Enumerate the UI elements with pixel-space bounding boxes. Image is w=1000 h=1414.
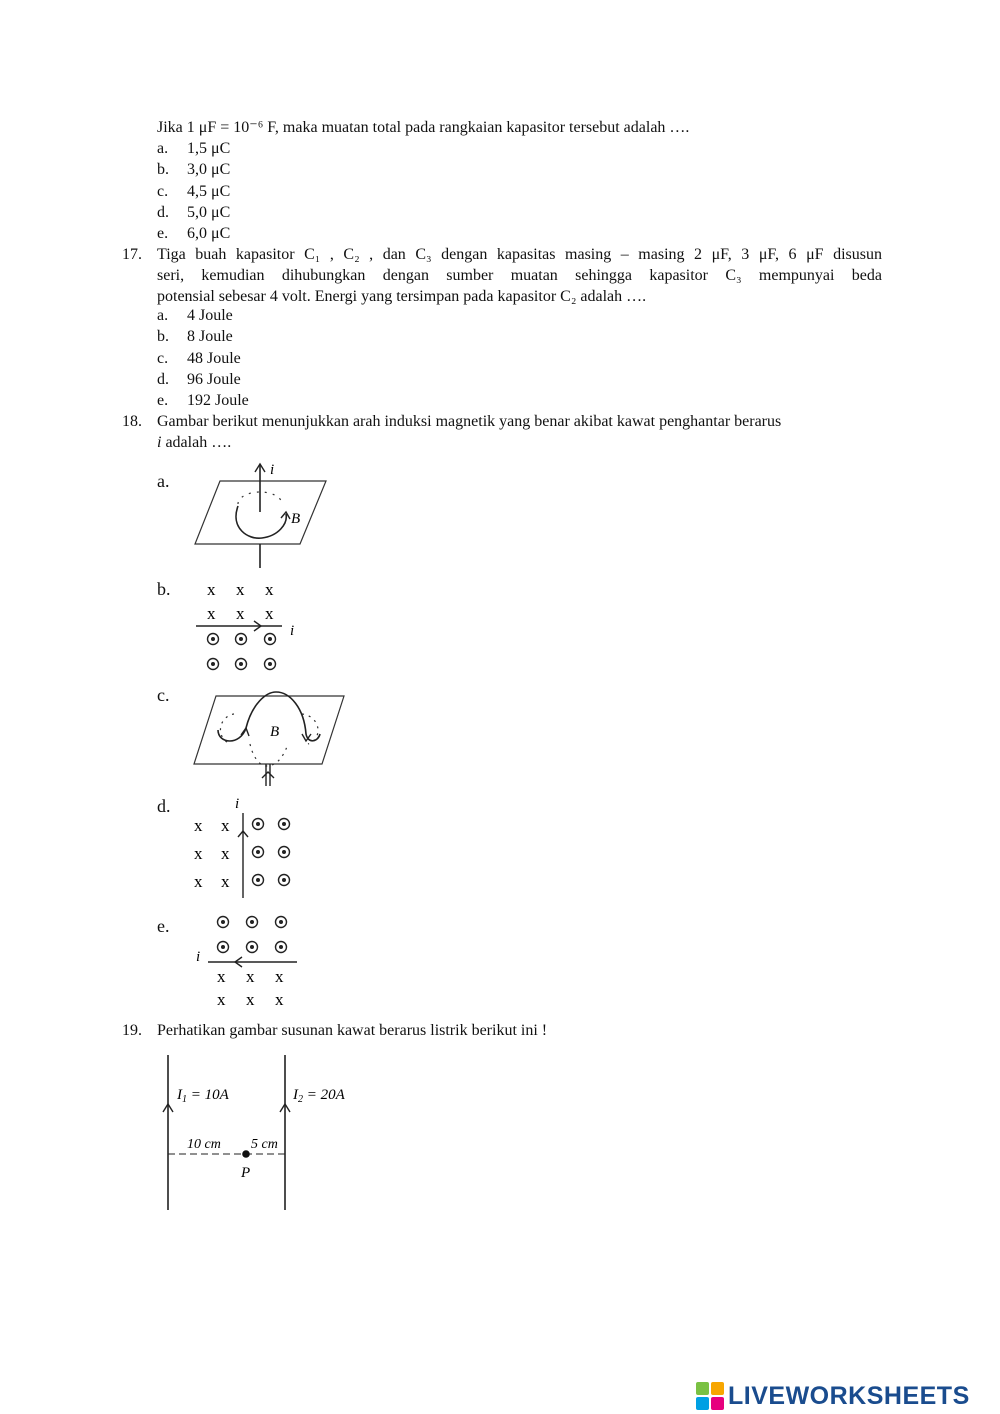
field-loop-dotted [250, 744, 288, 766]
q18-current-symbol: i [157, 434, 162, 451]
current-label: i [196, 949, 201, 965]
q18-figure-d [190, 795, 310, 900]
current-label: i [270, 462, 275, 478]
current-label: i [290, 623, 295, 639]
cross-symbol: x [194, 816, 203, 835]
cross-symbol: x [246, 967, 255, 986]
q18-option-e-label[interactable]: e. [157, 916, 170, 936]
field-loop-solid [218, 692, 320, 741]
q18-stem-rest: adalah …. [161, 434, 232, 451]
cross-symbol: x [275, 967, 284, 986]
q17-option-text[interactable]: 192 Joule [187, 392, 249, 410]
cross-symbol: x [194, 872, 203, 891]
q18-figure-a [190, 456, 335, 571]
q16-option-letter[interactable]: d. [157, 203, 169, 221]
q18-stem-line1: Gambar berikut menunjukkan arah induksi magnetik yang benar akibat kawat penghantar berarus [157, 413, 782, 430]
point-p-label: P [241, 1165, 251, 1181]
cross-symbol: x [275, 990, 284, 1008]
q16-option-letter[interactable]: b. [157, 161, 169, 179]
q16-option-text[interactable]: 1,5 μC [187, 140, 231, 157]
current-label: i [235, 796, 240, 812]
q18-option-c-label[interactable]: c. [157, 685, 170, 705]
i1-value: = 10A [187, 1087, 229, 1103]
q17-option-letter[interactable]: d. [157, 370, 169, 388]
q18-option-a-label[interactable]: a. [157, 471, 170, 491]
i2-subscript: 2 [298, 1094, 303, 1105]
cross-symbols [194, 816, 230, 891]
cross-symbols [217, 967, 284, 1008]
q19-figure [150, 1050, 380, 1215]
cross-symbol: x [207, 580, 216, 599]
q18-number: 18. [122, 413, 142, 430]
q16-option-letter[interactable]: a. [157, 140, 169, 157]
distance-10cm-label: 10 cm [187, 1137, 221, 1152]
q18-figure-c [190, 686, 350, 792]
current-arrow-icon [262, 772, 274, 778]
q17-option-letter[interactable]: c. [157, 349, 169, 367]
i2-value: = 20A [303, 1087, 345, 1103]
field-label: B [291, 511, 301, 527]
q17-stem-line1: Tiga buah kapasitor C₁ , C₂ , dan C₃ dengan kapasitas masing – masing 2 μF, 3 μF, 6 μF disusun [157, 246, 882, 263]
q18-figure-e [190, 908, 310, 1008]
q17-option-letter[interactable]: e. [157, 392, 169, 410]
q17-option-text[interactable]: 4 Joule [187, 307, 233, 324]
cross-symbol: x [221, 816, 230, 835]
cross-symbol: x [221, 844, 230, 863]
cross-symbol: x [207, 604, 216, 623]
i2-symbol: I [293, 1087, 298, 1103]
q19-number: 19. [122, 1022, 142, 1039]
q17-option-text[interactable]: 8 Joule [187, 328, 233, 346]
i1-subscript: 1 [182, 1094, 187, 1105]
q19-stem: Perhatikan gambar susunan kawat berarus listrik berikut ini ! [157, 1022, 548, 1039]
q16-option-letter[interactable]: e. [157, 225, 169, 243]
cross-symbol: x [246, 990, 255, 1008]
q18-figure-b [190, 575, 310, 675]
cross-symbol: x [221, 872, 230, 891]
point-p-dot [242, 1150, 250, 1158]
cross-symbol: x [236, 580, 245, 599]
q17-number: 17. [122, 246, 142, 263]
q18-option-d-label[interactable]: d. [157, 796, 171, 816]
q17-option-text[interactable]: 96 Joule [187, 370, 241, 388]
cross-symbol: x [265, 604, 274, 623]
q17-stem-line3: potensial sebesar 4 volt. Energi yang tersimpan pada kapasitor C₂ adalah …. [157, 288, 647, 305]
cross-symbol: x [217, 990, 226, 1008]
q17-option-letter[interactable]: a. [157, 307, 169, 324]
q17-stem-line2: seri, kemudian dihubungkan dengan sumber muatan sehingga kapasitor C₃ mempunyai beda [157, 267, 882, 284]
cross-symbol: x [217, 967, 226, 986]
q18-option-b-label[interactable]: b. [157, 579, 171, 599]
q16-option-letter[interactable]: c. [157, 182, 169, 200]
i1-label [176, 1087, 230, 1105]
distance-5cm-label: 5 cm [251, 1137, 278, 1152]
q17-option-text[interactable]: 48 Joule [187, 349, 241, 367]
i2-label [292, 1087, 346, 1105]
q16-option-text[interactable]: 5,0 μC [187, 203, 231, 221]
i1-symbol: I [177, 1087, 182, 1103]
liveworksheets-logo-icon [696, 1382, 724, 1410]
cross-symbol: x [194, 844, 203, 863]
liveworksheets-brand-text: LIVEWORKSHEETS [728, 1381, 970, 1410]
q18-stem-line2 [157, 432, 231, 453]
cross-symbol: x [236, 604, 245, 623]
q16-option-text[interactable]: 3,0 μC [187, 161, 231, 179]
dot-symbols [253, 819, 290, 886]
field-label: B [270, 724, 280, 740]
dot-symbols [218, 917, 287, 953]
cross-symbol: x [265, 580, 274, 599]
q16-option-text[interactable]: 4,5 μC [187, 182, 231, 200]
plane-shape [194, 696, 344, 764]
cross-symbols [207, 580, 274, 623]
field-loop-solid [236, 506, 286, 538]
q17-option-letter[interactable]: b. [157, 328, 169, 346]
q16-option-text[interactable]: 6,0 μC [187, 225, 231, 243]
q16-stem: Jika 1 μF = 10⁻⁶ F, maka muatan total pada rangkaian kapasitor tersebut adalah …. [157, 119, 690, 136]
liveworksheets-logo[interactable] [696, 1380, 970, 1412]
dot-symbols [208, 634, 276, 670]
